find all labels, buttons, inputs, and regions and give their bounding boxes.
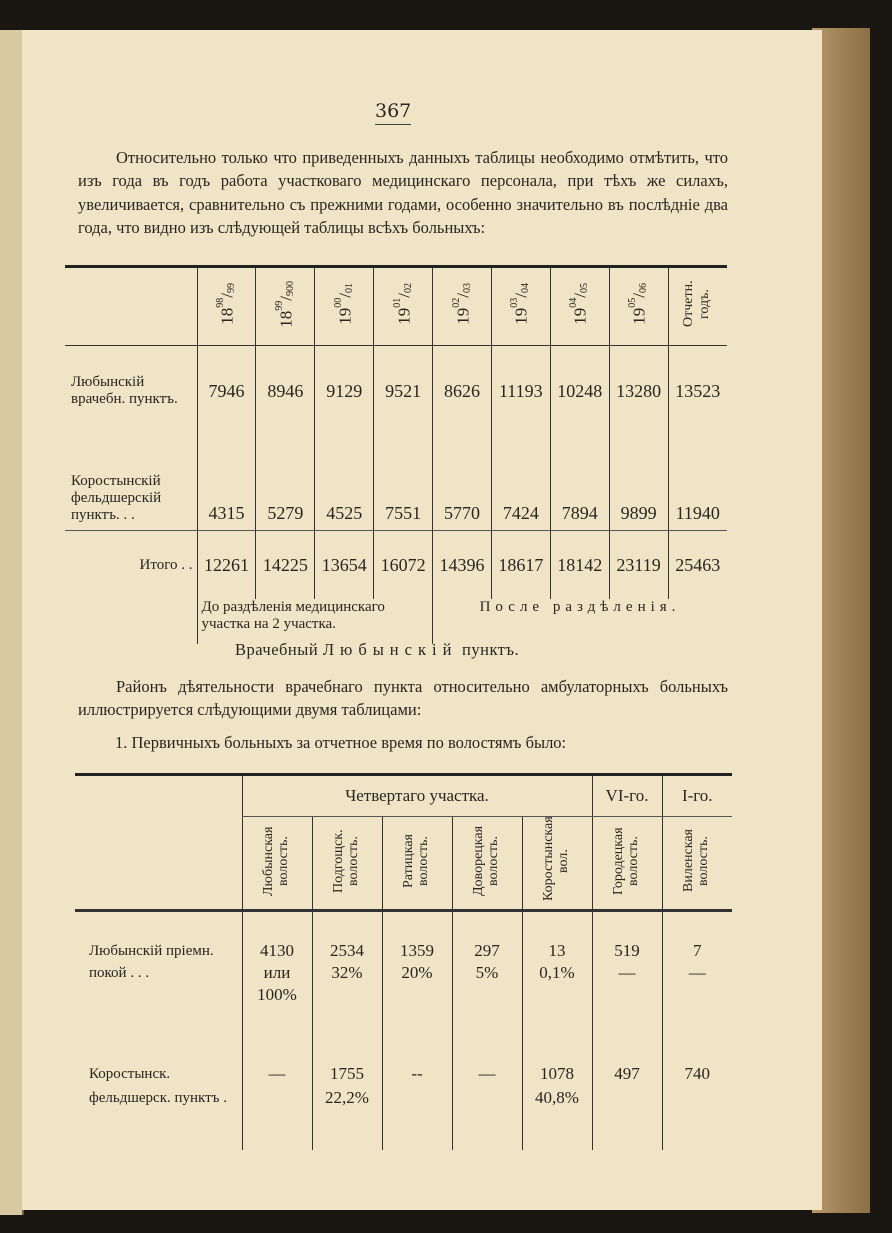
column-header: Виленская волость.	[681, 829, 712, 892]
paragraph: Районъ дѣятельности врачебнаго пункта относительно амбулаторныхъ больныхъ иллюстрируется слѣдующими двумя таблицами:	[78, 677, 728, 719]
cell: 2534 32%	[312, 911, 382, 1053]
cell: 10248	[550, 346, 609, 437]
cell: 23119	[609, 531, 668, 600]
cell: 11940	[668, 436, 727, 531]
table-row	[75, 911, 732, 1053]
cell: 13523	[668, 346, 727, 437]
year-header: $19^{04}/_{05}$	[568, 283, 591, 325]
row-label: Коростынск. фельдшерск. пунктъ .	[89, 1066, 227, 1106]
previous-page-edge	[0, 30, 24, 1215]
year-header: $19^{03}/_{04}$	[509, 283, 532, 325]
column-header: Коростынская вол.	[541, 815, 571, 901]
cell: 4525	[315, 436, 374, 531]
cell: 7894	[550, 436, 609, 531]
cell: 25463	[668, 531, 727, 600]
table-row	[65, 436, 727, 531]
cell: 7424	[491, 436, 550, 531]
cell: 12261	[197, 531, 256, 600]
patients-by-volost-table	[75, 773, 732, 1150]
column-header: Ратицкая волость.	[401, 833, 431, 888]
column-header: Городецкая волость.	[611, 826, 641, 895]
cell: 13 0,1%	[522, 911, 592, 1053]
note-before-division: До раздѣленiя медицинскаго участка на 2 участка.	[197, 599, 433, 644]
section-title: Врачебный Любынскiй пунктъ.	[235, 640, 520, 659]
paragraph: 1. Первичныхъ больныхъ за отчетное время по волостямъ было:	[115, 733, 567, 752]
cell: 9129	[315, 346, 374, 437]
year-header: $19^{05}/_{06}$	[627, 283, 650, 325]
cell: 7 —	[662, 911, 732, 1053]
cell: 4315	[197, 436, 256, 531]
cell: 18142	[550, 531, 609, 600]
note-after-division: После раздѣленiя.	[433, 599, 728, 644]
cell: 7946	[197, 346, 256, 437]
table-header	[65, 267, 727, 346]
cell: 1359 20%	[382, 911, 452, 1053]
cell: 5770	[433, 436, 492, 531]
cell: 5279	[256, 436, 315, 531]
group-header: VI-го.	[592, 775, 662, 817]
year-header: $19^{02}/_{03}$	[450, 283, 473, 325]
row-label: Любынскiй врачебн. пунктъ.	[71, 374, 178, 407]
row-label: Любынскiй прiемн. покой . . .	[89, 943, 214, 981]
year-header: $19^{01}/_{02}$	[391, 283, 414, 325]
cell: 8626	[433, 346, 492, 437]
intro-paragraph: Относительно только что приведенныхъ данныхъ таблицы необходимо отмѣтить, что изъ года въ годъ работа участковаго медицинскаго персонала, при тѣхъ же силахъ, увеличивается, сравнительно съ прежними годами, особенно значительно въ послѣднiе два года, что видно изъ слѣдующей таблицы всѣхъ больныхъ:	[78, 148, 728, 237]
column-header: Доворецкая волость.	[471, 825, 501, 896]
note-row	[65, 599, 727, 644]
cell: --	[382, 1052, 452, 1150]
cell: 16072	[374, 531, 433, 600]
group-header: I-го.	[662, 775, 732, 817]
cell: 14225	[256, 531, 315, 600]
year-header: $18^{98}/_{99}$	[215, 283, 238, 325]
cell: 4130 или 100%	[242, 911, 312, 1053]
group-header-row	[75, 775, 732, 817]
cell: 13654	[315, 531, 374, 600]
total-row	[65, 531, 727, 600]
table-row	[75, 1052, 732, 1150]
cell: 11193	[491, 346, 550, 437]
cell: 18617	[491, 531, 550, 600]
row-label: Итого . .	[65, 531, 197, 600]
year-header: $19^{00}/_{01}$	[332, 283, 355, 325]
cell: 14396	[433, 531, 492, 600]
cell: 9521	[374, 346, 433, 437]
cell: 519 —	[592, 911, 662, 1053]
cell: 7551	[374, 436, 433, 531]
year-header: $18^{99}/_{900}$	[273, 280, 297, 328]
cell: 8946	[256, 346, 315, 437]
group-header: Четвертаго участка.	[242, 775, 592, 817]
patients-by-year-table	[65, 265, 727, 644]
cell: 1755 22,2%	[312, 1052, 382, 1150]
cell: 297 5%	[452, 911, 522, 1053]
row-label: Коростынскiй фельдшерскiй пунктъ. . .	[71, 473, 162, 523]
table-row	[65, 346, 727, 437]
cell: —	[242, 1052, 312, 1150]
cell: 13280	[609, 346, 668, 437]
report-year-header: Отчетн. годъ.	[680, 280, 712, 328]
cell: 497	[592, 1052, 662, 1150]
column-header: Любынская волость.	[261, 825, 291, 896]
page-number: 367	[375, 100, 411, 125]
cell: 740	[662, 1052, 732, 1150]
column-header: Подгощск. волость.	[331, 828, 361, 893]
cell: —	[452, 1052, 522, 1150]
cell: 1078 40,8%	[522, 1052, 592, 1150]
cell: 9899	[609, 436, 668, 531]
